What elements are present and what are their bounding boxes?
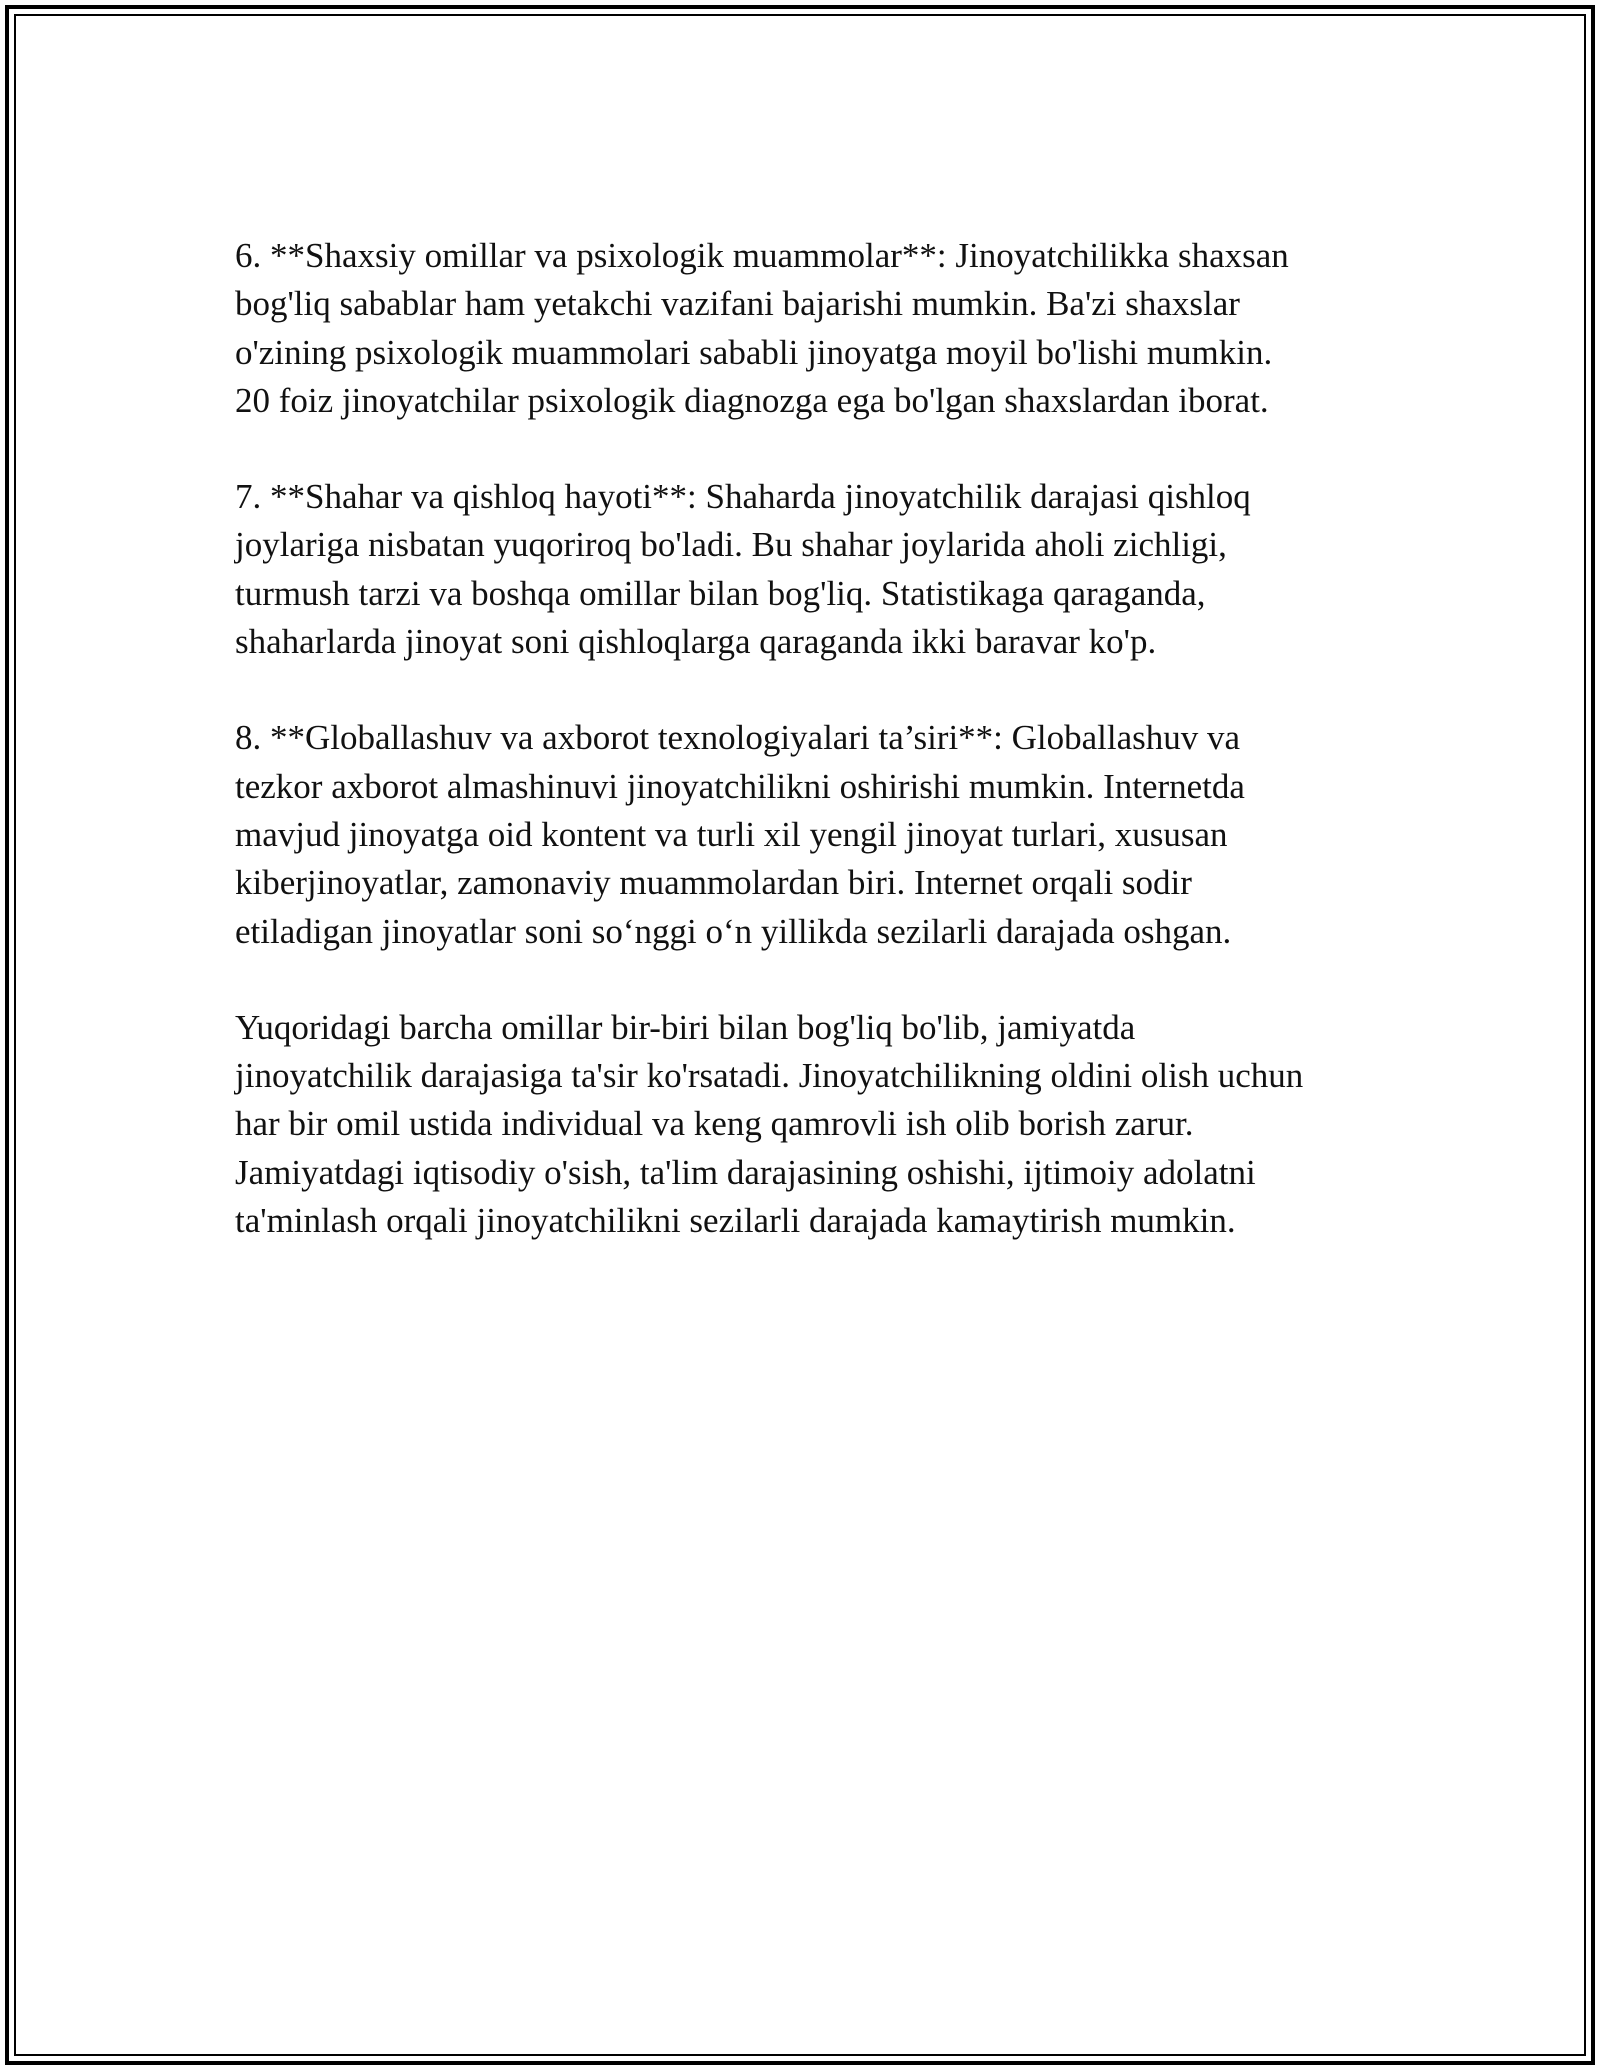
paragraph-urban-rural-life: 7. **Shahar va qishloq hayoti**: Shaharda jinoyatchilik darajasi qishloq joylariga nisbatan yuqoriroq bo'ladi. Bu shahar joylarida aholi zichligi, turmush tarzi va boshqa omillar bilan bog'liq. Statistikaga qaraganda, shaharlarda jinoyat soni qishloqlarga qaraganda ikki baravar ko'p.: [235, 477, 1251, 662]
paragraph-globalization: 8. **Globallashuv va axborot texnologiyalari ta’siri**: Globallashuv va tezkor axborot almashinuvi jinoyatchilikni oshirishi mumkin. Internetda mavjud jinoyatga oid kontent va turli xil yengil jinoyat turlari, xususan kiberjinoyatlar, zamonaviy muammolardan biri. Internet orqali sodir etiladigan jinoyatlar soni so‘nggi o‘n yillikda sezilarli darajada oshgan.: [235, 718, 1245, 951]
paragraph-conclusion: Yuqoridagi barcha omillar bir-biri bilan bog'liq bo'lib, jamiyatda jinoyatchilik darajasiga ta'sir ko'rsatadi. Jinoyatchilikning oldini olish uchun har bir omil ustida individual va keng qamrovli ish olib borish zarur. Jamiyatdagi iqtisodiy o'sish, ta'lim darajasining oshishi, ijtimoiy adolatni ta'minlash orqali jinoyatchilikni sezilarli darajada kamaytirish mumkin.: [235, 1007, 1304, 1241]
document-body: [235, 232, 1365, 1293]
paragraph-personal-factors: 6. **Shaxsiy omillar va psixologik muammolar**: Jinoyatchilikka shaxsan bog'liq sabablar ham yetakchi vazifani bajarishi mumkin. Ba'zi shaxslar o'zining psixologik muammolari sababli jinoyatga moyil bo'lishi mumkin. 20 foiz jinoyatchilar psixologik diagnozga ega bo'lgan shaxslardan iborat.: [235, 236, 1289, 420]
